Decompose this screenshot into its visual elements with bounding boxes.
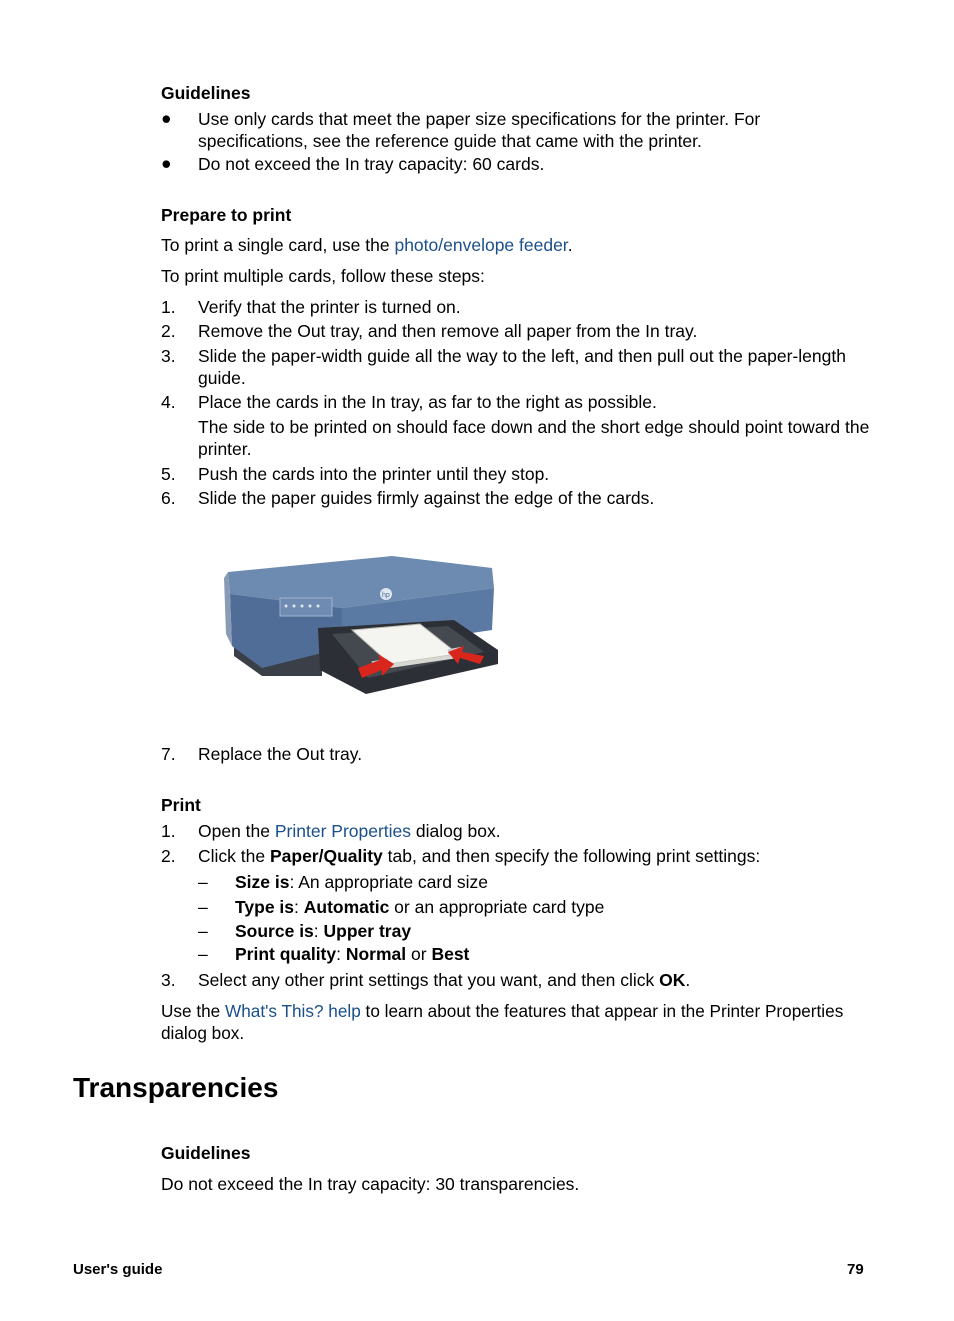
print-step-3-post: . — [685, 970, 691, 990]
printer-button-icon — [285, 605, 288, 608]
print-step-1 — [198, 820, 501, 842]
step-number: 4. — [161, 392, 176, 412]
paper-quality-tab-name: Paper/Quality — [269, 846, 383, 866]
step-text: Remove the Out tray, and then remove all paper from the In tray. — [198, 321, 698, 341]
step-number: 3. — [161, 970, 176, 990]
step-number: 1. — [161, 297, 176, 317]
step-number: 2. — [161, 321, 176, 341]
whats-this-help-link[interactable]: What's This? help — [225, 1001, 361, 1021]
single-card-pre: To print a single card, use the — [161, 235, 395, 255]
print-step-3-pre: Select any other print settings that you want, and then click — [198, 970, 660, 990]
setting-sep: : — [294, 897, 304, 917]
step-number: 6. — [161, 488, 176, 508]
step-number: 7. — [161, 744, 176, 764]
printer-button-icon — [317, 605, 320, 608]
ok-button-name: OK — [659, 970, 686, 990]
print-step-2-pre: Click the — [198, 846, 270, 866]
help-pre: Use the — [161, 1001, 226, 1021]
bullet-1-marker: ● — [161, 108, 172, 128]
print-step-2 — [198, 845, 760, 867]
setting-value: or an appropriate card type — [389, 897, 605, 917]
footer-left: User's guide — [73, 1261, 163, 1278]
single-card-post: . — [567, 235, 573, 255]
setting-label: Source is — [235, 921, 314, 941]
step-number: 5. — [161, 464, 176, 484]
printer-button-icon — [309, 605, 312, 608]
setting-value-bold: Automatic — [303, 897, 390, 917]
page-number: 79 — [847, 1261, 864, 1278]
printer-button-icon — [301, 605, 304, 608]
setting-quality — [235, 943, 469, 965]
printer-properties-link[interactable]: Printer Properties — [274, 821, 412, 841]
setting-size — [235, 871, 488, 893]
setting-value: An appropriate card size — [298, 872, 488, 892]
step-subtext: The side to be printed on should face down and the short edge should point toward the printer. — [198, 417, 870, 459]
setting-dash: – — [198, 872, 208, 892]
setting-sep: : — [336, 944, 346, 964]
setting-value-bold: Normal — [345, 944, 407, 964]
step-text: Place the cards in the In tray, as far to the right as possible. — [198, 392, 657, 412]
setting-label: Type is — [235, 897, 295, 917]
printer-illustration — [222, 548, 504, 702]
print-heading: Print — [161, 795, 201, 815]
setting-dash: – — [198, 944, 208, 964]
setting-label: Size is — [235, 872, 290, 892]
setting-mid: or — [406, 944, 432, 964]
setting-sep: : — [313, 921, 324, 941]
setting-dash: – — [198, 921, 208, 941]
printer-buttons-panel — [280, 598, 332, 616]
help-paragraph — [161, 1000, 873, 1044]
print-step-3 — [198, 969, 690, 991]
step-number: 3. — [161, 346, 176, 366]
transparencies-guideline: Do not exceed the In tray capacity: 30 transparencies. — [161, 1174, 580, 1194]
guidelines-heading: Guidelines — [161, 83, 251, 103]
setting-value-bold-2: Best — [431, 944, 470, 964]
setting-dash: – — [198, 897, 208, 917]
setting-value-bold: Upper tray — [323, 921, 412, 941]
section-title: Transparencies — [73, 1072, 279, 1103]
guideline-item-2: Do not exceed the In tray capacity: 60 cards. — [198, 154, 545, 174]
guideline-item-1: Use only cards that meet the paper size specifications for the printer. For specifications, see the reference guide that came with the printer. — [198, 109, 761, 151]
prepare-heading: Prepare to print — [161, 205, 292, 225]
print-step-1-pre: Open the — [198, 821, 275, 841]
setting-label: Print quality — [235, 944, 337, 964]
hp-logo-text: hp — [382, 592, 390, 599]
step-number: 2. — [161, 846, 176, 866]
photo-envelope-feeder-link[interactable]: photo/envelope feeder — [394, 235, 568, 255]
setting-source — [235, 920, 411, 942]
step-text: Slide the paper-width guide all the way to the left, and then pull out the paper-length guide. — [198, 346, 846, 388]
step-text: Slide the paper guides firmly against the edge of the cards. — [198, 488, 655, 508]
multiple-intro: To print multiple cards, follow these steps: — [161, 266, 485, 286]
setting-sep: : — [289, 872, 299, 892]
step-text: Replace the Out tray. — [198, 744, 363, 764]
printer-button-icon — [293, 605, 296, 608]
setting-type — [235, 896, 604, 918]
bullet-2-marker: ● — [161, 153, 172, 173]
print-step-1-post: dialog box. — [411, 821, 501, 841]
help-post: to learn about the features that appear in the Printer Properties dialog box. — [161, 1001, 844, 1043]
step-text: Verify that the printer is turned on. — [198, 297, 461, 317]
step-number: 1. — [161, 821, 176, 841]
transparencies-guidelines-heading: Guidelines — [161, 1143, 251, 1163]
single-card-paragraph — [161, 234, 573, 256]
print-step-2-post: tab, and then specify the following print settings: — [382, 846, 761, 866]
step-text: Push the cards into the printer until they stop. — [198, 464, 550, 484]
